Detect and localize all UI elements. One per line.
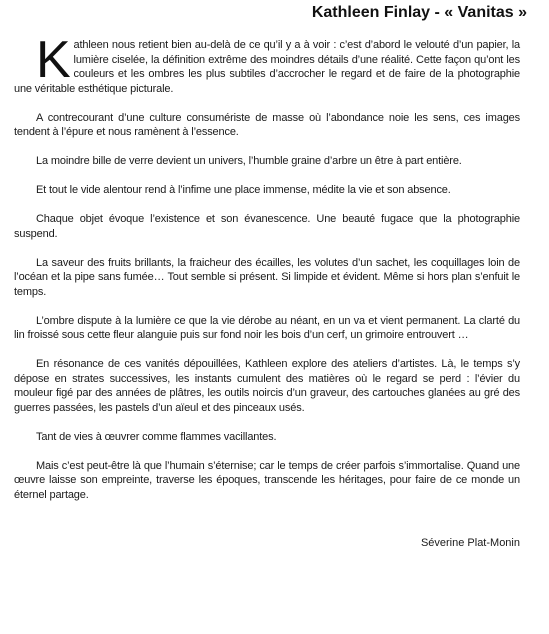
- paragraph-9: Tant de vies à œuvrer comme flammes vacillantes.: [36, 430, 277, 443]
- paragraph-1-text: athleen nous retient bien au-delà de ce qu’il y a à voir : c’est d’abord le velouté d’un papier, la lumière ciselée, la définition extrême des moindres détails d’une réalité. Cette façon qu’ont les couleurs et les ombres les plus subtiles d’accrocher le regard et de faire de la photographie une véritable esthétique picturale.: [14, 39, 520, 95]
- paragraph-1: [14, 31, 520, 96]
- paragraph-3: La moindre bille de verre devient un univers, l’humble graine d’arbre un être à part entière.: [36, 155, 462, 167]
- article-body: [14, 31, 520, 517]
- author-signature: Séverine Plat-Monin: [420, 537, 520, 549]
- drop-cap-letter: K: [36, 31, 71, 89]
- paragraph-8: En résonance de ces vanités dépouillées, Kathleen explore des ateliers d’artistes. Là, le temps s’y dépose en strates successives, les instants cumulent des matières où le regard se perd : l’évier du mouleur figé par des années de plâtres, les outils noircis d’un graveur, des cartouches glanées au gré des guerres passées, les pastels d’un aïeul et des pinceaux usés.: [14, 358, 520, 414]
- paragraph-6: La saveur des fruits brillants, la fraicheur des écailles, les volutes d’un sachet, les coquillages loin de l’océan et la pipe sans fumée… Tout semble si présent. Si limpide et évident. Même si hors plan s’enfuit le temps.: [14, 256, 520, 298]
- paragraph-2: A contrecourant d’une culture consumériste de masse où l’abondance noie les sens, ces images tendent à l’épure et nous ramènent à l’essence.: [14, 111, 520, 138]
- paragraph-7: L’ombre dispute à la lumière ce que la vie dérobe au néant, en un va et vient permanent. La clarté du lin froissé sous cette fleur alanguie puis sur fond noir les bois d’un cerf, un grimoire entrouvert …: [14, 314, 520, 341]
- document-title: Kathleen Finlay - « Vanitas »: [311, 4, 527, 21]
- paragraph-5: Chaque objet évoque l’existence et son évanescence. Une beauté fugace que la photographie suspend.: [14, 213, 520, 240]
- paragraph-4: Et tout le vide alentour rend à l’infime une place immense, médite la vie et son absence.: [36, 184, 451, 196]
- paragraph-10: Mais c’est peut-être là que l’humain s’éternise; car le temps de créer parfois s’immortalise. Quand une œuvre laisse son empreinte, traverse les époques, transcende les héritages, pour faire de ce monde un éternel partage.: [14, 459, 520, 501]
